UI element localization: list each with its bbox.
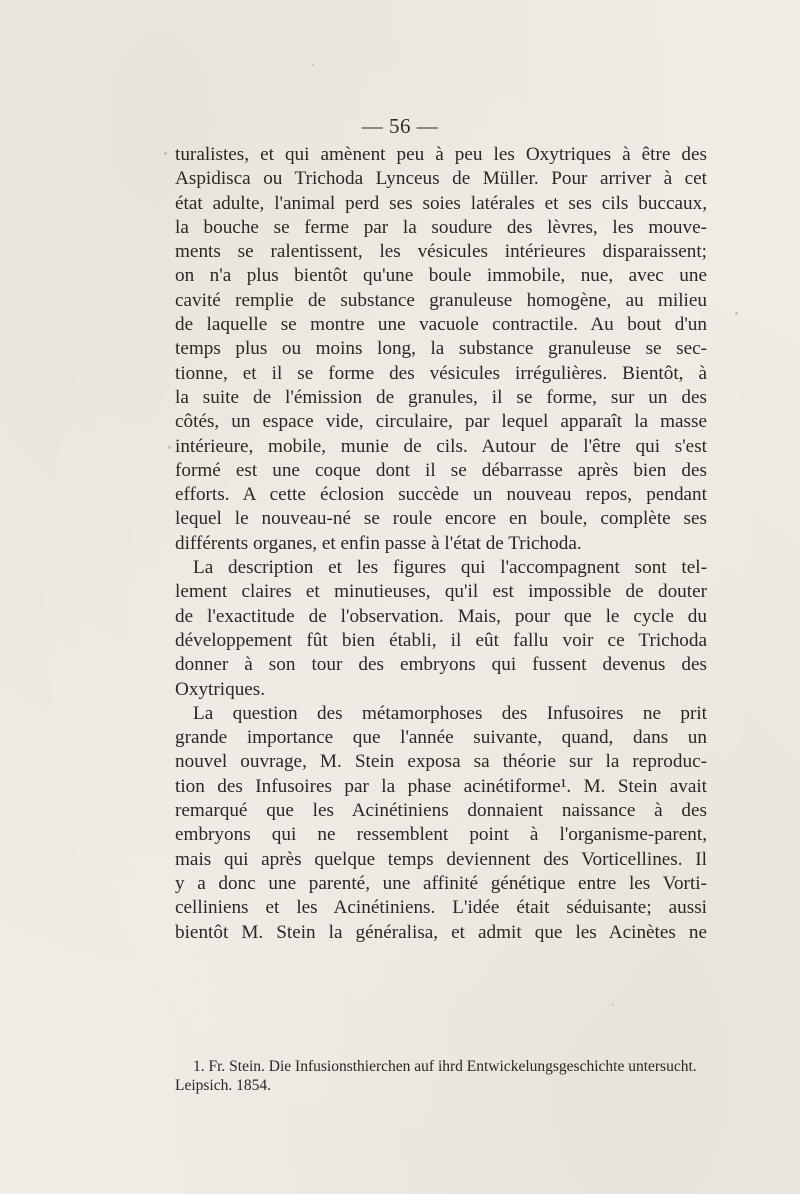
body-line: efforts. A cette éclosion succède un nouveau repos, pendant (175, 484, 707, 506)
body-line: nouvel ouvrage, M. Stein exposa sa théorie sur la reproduc- (175, 751, 707, 773)
body-line: remarqué que les Acinétiniens donnaient naissance à des (175, 800, 707, 822)
body-line: différents organes, et enfin passe à l'état de Trichoda. (175, 532, 582, 554)
body-line: embryons qui ne ressemblent point à l'organisme-parent, (175, 824, 707, 846)
body-line: de laquelle se montre une vacuole contractile. Au bout d'un (175, 314, 707, 336)
body-line: lequel le nouveau-né se roule encore en boule, complète ses (175, 508, 707, 530)
body-line: grande importance que l'année suivante, quand, dans un (175, 727, 707, 749)
paper-speck (735, 312, 738, 315)
body-line: formé est une coque dont il se débarrasse après bien des (175, 459, 707, 481)
body-line: on n'a plus bientôt qu'une boule immobile, nue, avec une (175, 265, 707, 287)
body-line: côtés, un espace vide, circulaire, par lequel apparaît la masse (175, 411, 707, 433)
body-line: bientôt M. Stein la généralisa, et admit que les Acinètes ne (175, 921, 707, 943)
body-line: la bouche se ferme par la soudure des lèvres, les mouve- (175, 216, 707, 238)
body-line: Oxytriques. (175, 678, 266, 700)
body-line: cavité remplie de substance granuleuse homogène, au milieu (175, 289, 707, 311)
body-line: y a donc une parenté, une affinité génétique entre les Vorti- (175, 872, 707, 894)
footnote-line: Leipsich. 1854. (175, 1077, 271, 1094)
body-line: intérieure, mobile, munie de cils. Autour de l'être qui s'est (175, 435, 707, 457)
body-line: Aspidisca ou Trichoda Lynceus de Müller. Pour arriver à cet (175, 168, 707, 190)
body-line: celliniens et les Acinétiniens. L'idée était séduisante; aussi (175, 897, 707, 919)
body-line: mais qui après quelque temps deviennent des Vorticellines. Il (175, 848, 707, 870)
body-text (175, 143, 707, 945)
body-line: la suite de l'émission de granules, il se forme, sur un des (175, 386, 707, 408)
body-line: lement claires et minutieuses, qu'il est impossible de douter (175, 581, 707, 603)
body-line: donner à son tour des embryons qui fussent devenus des (175, 654, 707, 676)
paper-speck (312, 64, 314, 66)
body-line: de l'exactitude de l'observation. Mais, pour que le cycle du (175, 605, 707, 627)
body-line: turalistes, et qui amènent peu à peu les Oxytriques à être des (175, 144, 707, 165)
footnote-line: 1. Fr. Stein. Die Infusionsthierchen auf ihrd Entwickelungsgeschichte untersucht. (193, 1058, 697, 1075)
body-line: ments se ralentissent, les vésicules intérieures disparaissent; (175, 241, 707, 263)
body-line: temps plus ou moins long, la substance granuleuse se sec- (175, 338, 707, 360)
page-number: — 56 — (361, 114, 439, 138)
paper-speck (612, 1004, 614, 1006)
body-line: développement fût bien établi, il eût fallu voir ce Trichoda (175, 629, 707, 651)
body-line: état adulte, l'animal perd ses soies latérales et ses cils buccaux, (175, 192, 707, 214)
body-line: tion des Infusoires par la phase acinétiforme¹. M. Stein avait (175, 775, 707, 797)
footnotes (175, 1057, 707, 1095)
body-line: La question des métamorphoses des Infusoires ne prit (193, 702, 707, 724)
paper-speck (168, 446, 171, 449)
body-line: La description et les figures qui l'accompagnent sont tel- (193, 557, 707, 579)
paper-speck (164, 152, 167, 155)
body-line: tionne, et il se forme des vésicules irrégulières. Bientôt, à (175, 362, 707, 384)
